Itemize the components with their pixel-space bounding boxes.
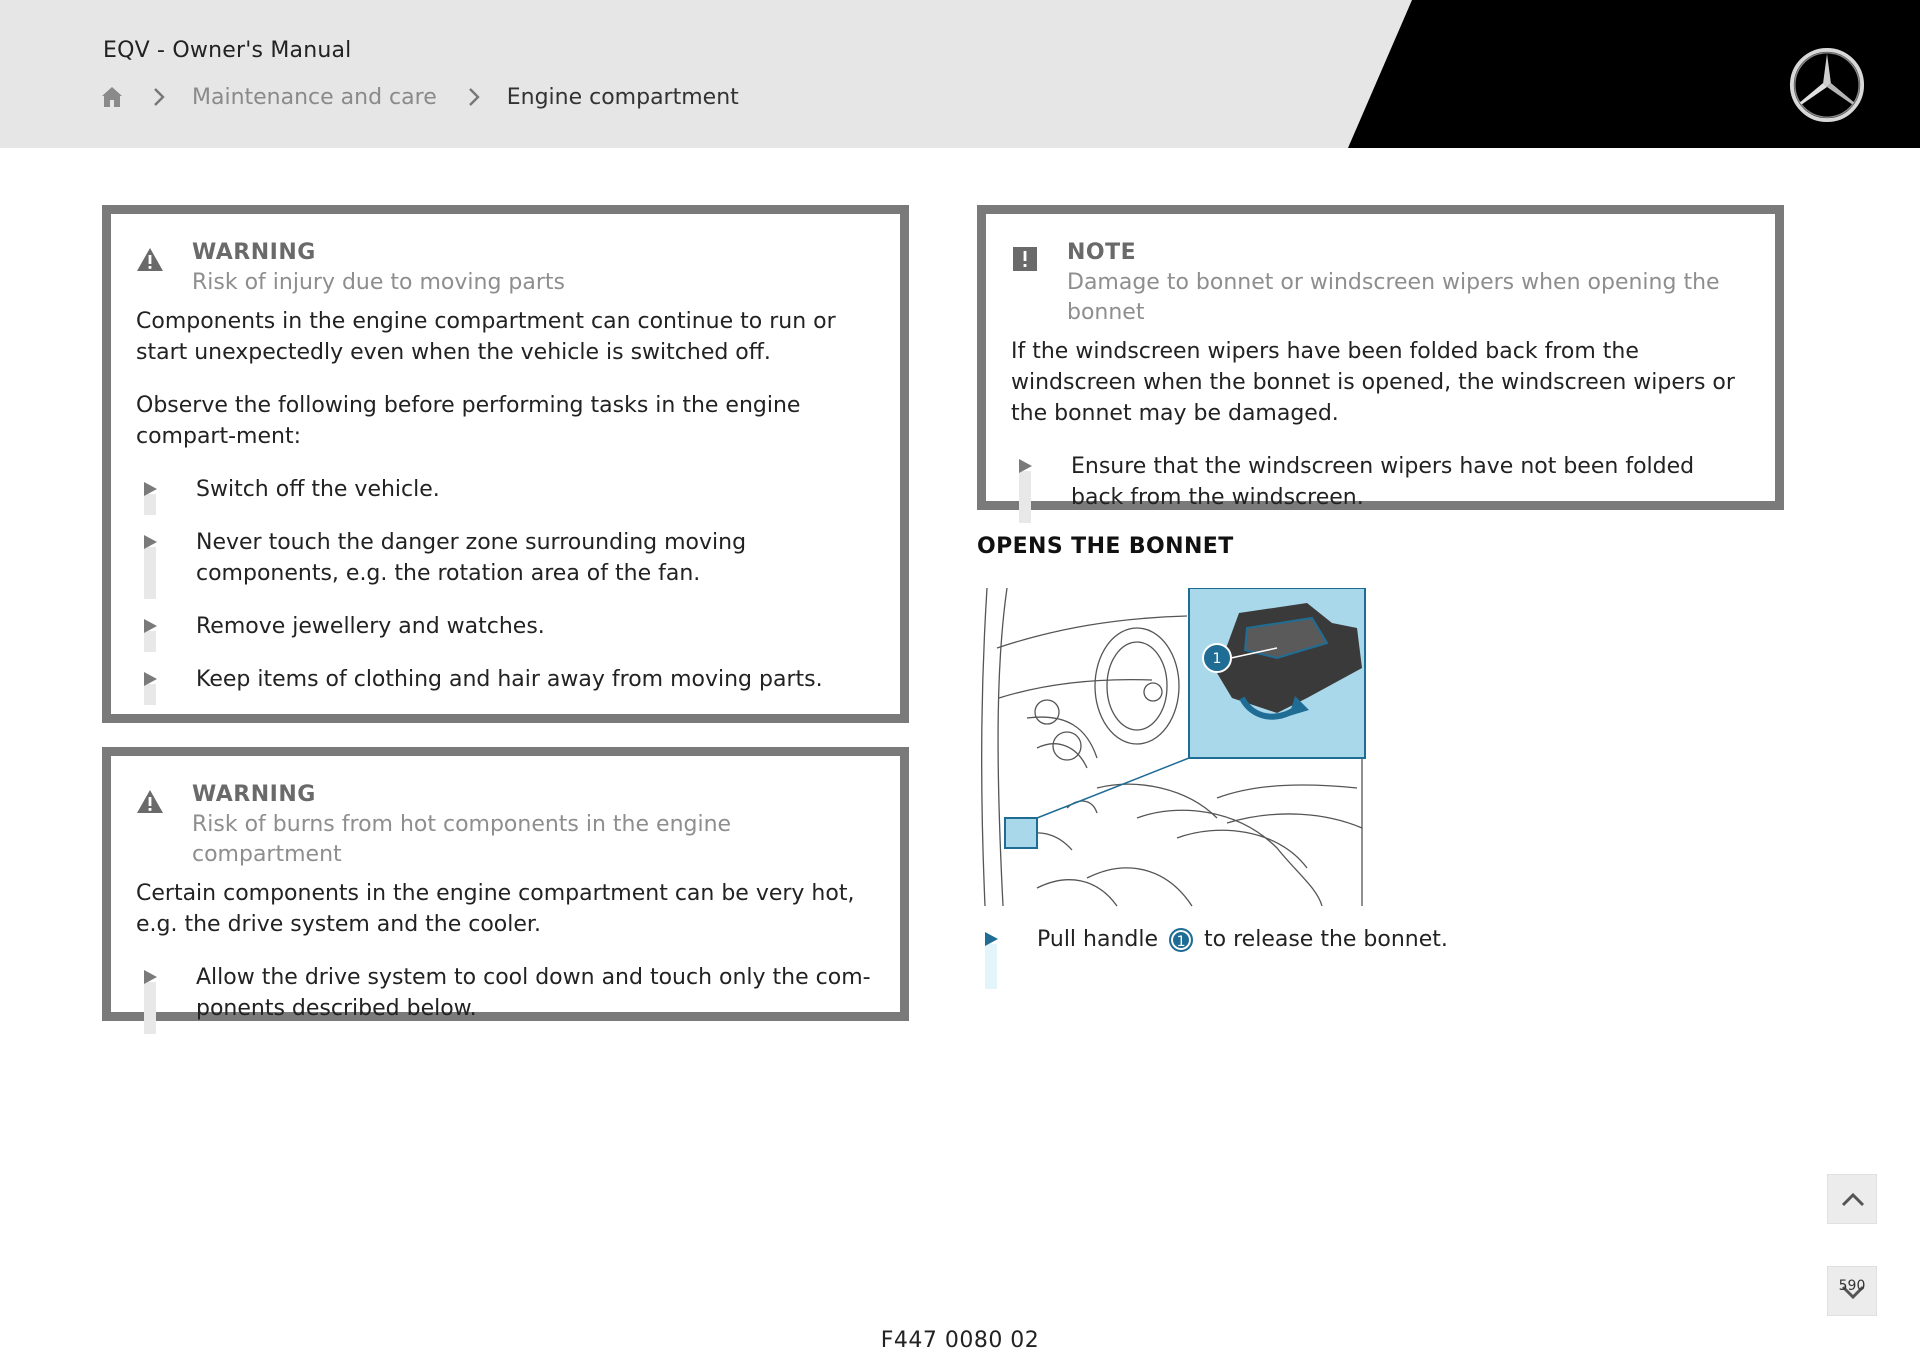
breadcrumb-item-maintenance[interactable]: Maintenance and care <box>192 84 437 110</box>
warning-box-moving-parts <box>102 205 909 723</box>
scroll-up-button[interactable] <box>1827 1174 1877 1224</box>
chevron-up-icon <box>1828 1175 1878 1225</box>
step-arrow-icon <box>1019 459 1032 473</box>
step-item: Allow the drive system to cool down and touch only the com-ponents described below. <box>136 962 875 1024</box>
section-title: OPENS THE BONNET <box>977 534 1234 559</box>
warning-subtitle: Risk of burns from hot components in the engine compartment <box>192 812 732 867</box>
step-item-pull-handle: Pull handle 1 to release the bonnet. <box>977 924 1777 955</box>
step-arrow-icon <box>144 970 157 984</box>
step-item: Switch off the vehicle. <box>136 474 875 505</box>
breadcrumb-item-engine-compartment: Engine compartment <box>506 84 739 110</box>
warning-paragraph: Components in the engine compartment can continue to run or start unexpectedly even when the vehicle is switched off. <box>136 309 836 365</box>
warning-paragraph: Observe the following before performing tasks in the engine compart-ment: <box>136 393 801 449</box>
note-label: NOTE <box>1067 240 1137 265</box>
step-arrow-icon <box>144 619 157 633</box>
step-arrow-icon <box>144 482 157 496</box>
callout-badge-1: 1 <box>1169 928 1193 952</box>
warning-label: WARNING <box>192 240 316 265</box>
note-exclamation-icon <box>1011 246 1039 272</box>
step-item: Keep items of clothing and hair away from moving parts. <box>136 664 875 695</box>
step-arrow-icon <box>144 535 157 549</box>
manual-title: EQV - Owner's Manual <box>103 38 352 63</box>
warning-subtitle: Risk of injury due to moving parts <box>192 270 565 295</box>
step-arrow-icon <box>985 932 998 946</box>
breadcrumb <box>100 80 739 114</box>
step-item: Never touch the danger zone surrounding moving components, e.g. the rotation area of the fan. <box>136 527 875 589</box>
note-subtitle: Damage to bonnet or windscreen wipers when opening the bonnet <box>1067 270 1720 325</box>
warning-paragraph: Certain components in the engine compartment can be very hot, e.g. the drive system and the cooler. <box>136 881 855 937</box>
bonnet-release-illustration <box>977 588 1367 908</box>
step-item: Remove jewellery and watches. <box>136 611 875 642</box>
note-box-bonnet-wipers <box>977 205 1784 510</box>
warning-box-hot-components <box>102 747 909 1021</box>
figure-callout-1: 1 <box>1212 651 1222 667</box>
mercedes-star-logo[interactable] <box>1788 46 1866 124</box>
header-black-band <box>0 0 1920 148</box>
page-number: 590 <box>1838 1278 1866 1294</box>
note-paragraph: If the windscreen wipers have been folded back from the windscreen when the bonnet is opened, the windscreen wipers or the bonnet may be damaged. <box>1011 339 1735 426</box>
warning-triangle-icon <box>136 246 164 272</box>
chevron-right-icon <box>465 85 483 109</box>
step-arrow-icon <box>144 672 157 686</box>
step-item: Ensure that the windscreen wipers have not been folded back from the windscreen. <box>1011 451 1750 513</box>
page-header <box>0 0 1920 148</box>
figure-reference-code: F447 0080 02 <box>880 1328 1040 1353</box>
home-icon[interactable] <box>100 85 124 109</box>
warning-triangle-icon <box>136 788 164 814</box>
chevron-right-icon <box>150 85 168 109</box>
warning-label: WARNING <box>192 782 316 807</box>
